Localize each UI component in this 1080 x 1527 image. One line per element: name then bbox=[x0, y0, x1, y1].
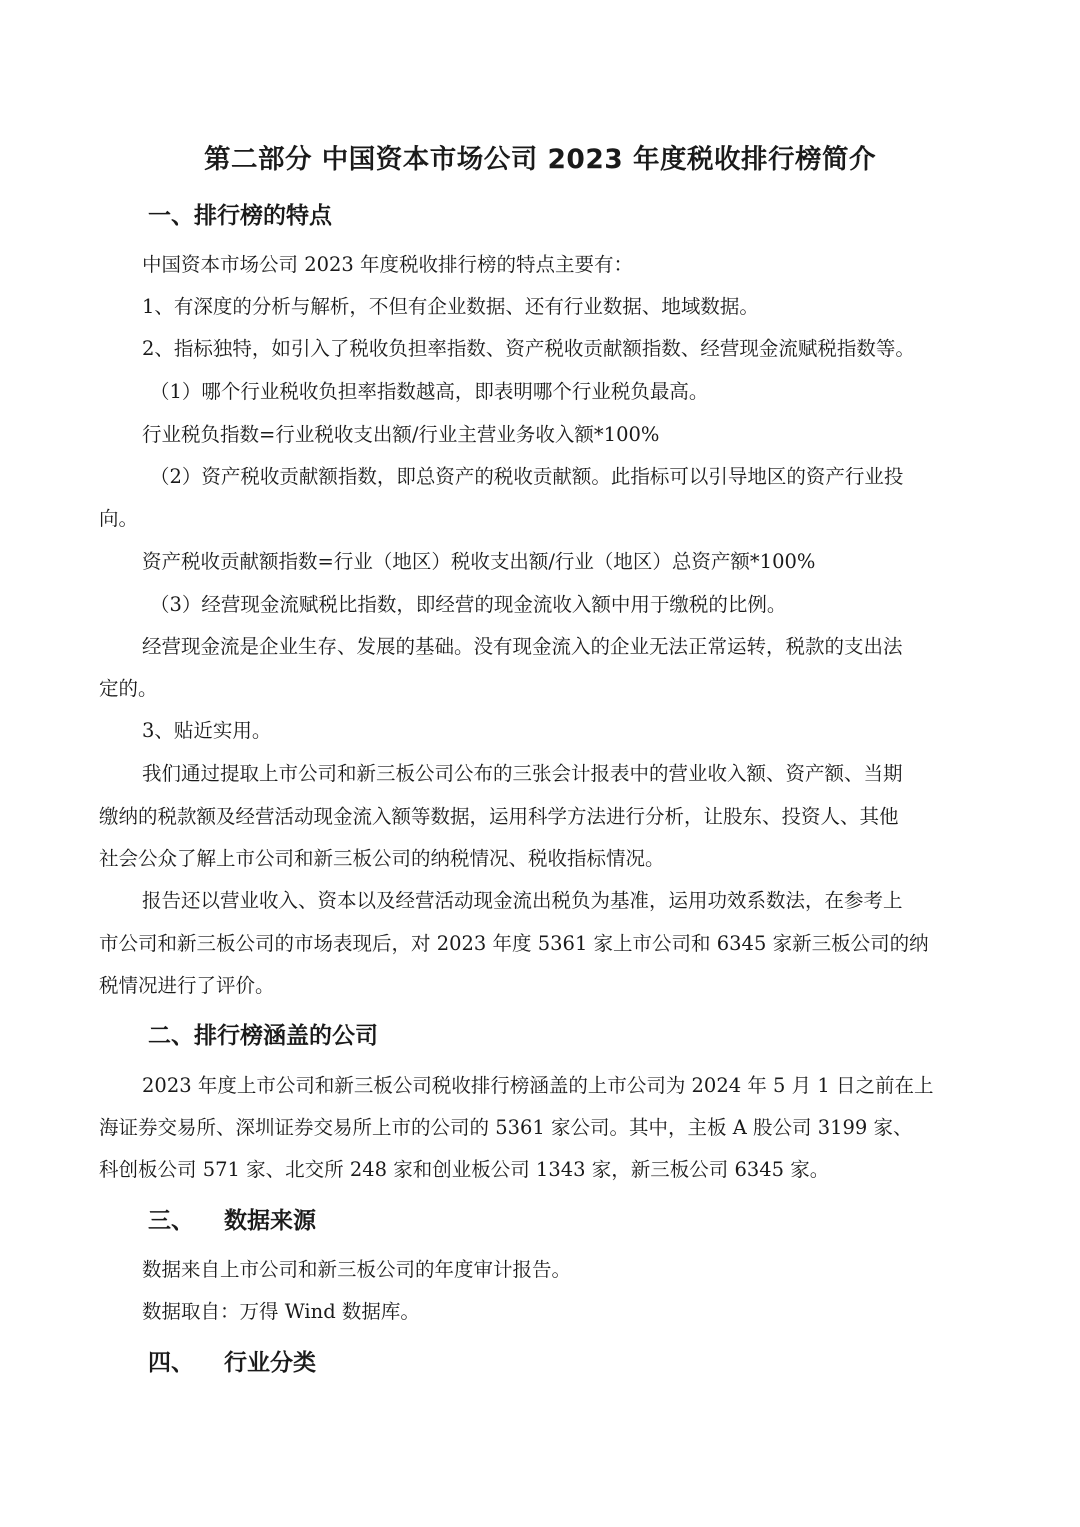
paragraph-line: 3、贴近实用。 bbox=[142, 719, 272, 742]
paragraph-line: 税情况进行了评价。 bbox=[99, 974, 275, 997]
paragraph-line: 向。 bbox=[99, 507, 139, 530]
paragraph-line: 2023 年度上市公司和新三板公司税收排行榜涵盖的上市公司为 2024 年 5 月 1 日之前在上 bbox=[142, 1074, 934, 1097]
section-number: 四、 bbox=[148, 1350, 194, 1376]
paragraph-line: 科创板公司 571 家、北交所 248 家和创业板公司 1343 家，新三板公司 6345 家。 bbox=[99, 1158, 830, 1181]
section-number: 三、 bbox=[148, 1208, 194, 1234]
paragraph-line: 数据来自上市公司和新三板公司的年度审计报告。 bbox=[142, 1258, 572, 1281]
paragraph-line: 经营现金流是企业生存、发展的基础。没有现金流入的企业无法正常运转，税款的支出法 bbox=[142, 635, 903, 658]
paragraph-line: 社会公众了解上市公司和新三板公司的纳税情况、税收指标情况。 bbox=[99, 847, 665, 870]
paragraph-line: （1）哪个行业税收负担率指数越高，即表明哪个行业税负最高。 bbox=[150, 380, 709, 403]
paragraph-line: 定的。 bbox=[99, 677, 158, 700]
section-heading-data-source bbox=[148, 1203, 316, 1239]
paragraph-line: （3）经营现金流赋税比指数，即经营的现金流收入额中用于缴税的比例。 bbox=[150, 593, 787, 616]
section-heading-industry bbox=[148, 1345, 316, 1381]
paragraph-line: 2、指标独特，如引入了税收负担率指数、资产税收贡献额指数、经营现金流赋税指数等。 bbox=[142, 337, 915, 360]
section-heading-features: 一、排行榜的特点 bbox=[148, 203, 332, 229]
formula-line: 行业税负指数=行业税收支出额/行业主营业务收入额*100% bbox=[142, 423, 660, 446]
section-heading-text: 行业分类 bbox=[224, 1350, 316, 1376]
paragraph-line: 1、有深度的分析与解析，不但有企业数据、还有行业数据、地域数据。 bbox=[142, 295, 759, 318]
page-title: 第二部分 中国资本市场公司 2023 年度税收排行榜简介 bbox=[204, 144, 876, 175]
paragraph-line: 中国资本市场公司 2023 年度税收排行榜的特点主要有： bbox=[142, 253, 634, 276]
paragraph-line: 我们通过提取上市公司和新三板公司公布的三张会计报表中的营业收入额、资产额、当期 bbox=[142, 762, 903, 785]
paragraph-line: 海证券交易所、深圳证券交易所上市的公司的 5361 家公司。其中，主板 A 股公司 3199 家、 bbox=[99, 1116, 913, 1139]
section-heading-coverage: 二、排行榜涵盖的公司 bbox=[148, 1023, 378, 1049]
paragraph-line: 数据取自：万得 Wind 数据库。 bbox=[142, 1300, 420, 1323]
paragraph-line: 报告还以营业收入、资本以及经营活动现金流出税负为基准，运用功效系数法，在参考上 bbox=[142, 889, 903, 912]
paragraph-line: 市公司和新三板公司的市场表现后，对 2023 年度 5361 家上市公司和 6345 家新三板公司的纳 bbox=[99, 932, 929, 955]
section-heading-text: 数据来源 bbox=[224, 1208, 316, 1234]
paragraph-line: （2）资产税收贡献额指数，即总资产的税收贡献额。此指标可以引导地区的资产行业投 bbox=[150, 465, 904, 488]
paragraph-line: 缴纳的税款额及经营活动现金流入额等数据，运用科学方法进行分析，让股东、投资人、其他 bbox=[99, 805, 899, 828]
formula-line: 资产税收贡献额指数=行业（地区）税收支出额/行业（地区）总资产额*100% bbox=[142, 550, 816, 573]
